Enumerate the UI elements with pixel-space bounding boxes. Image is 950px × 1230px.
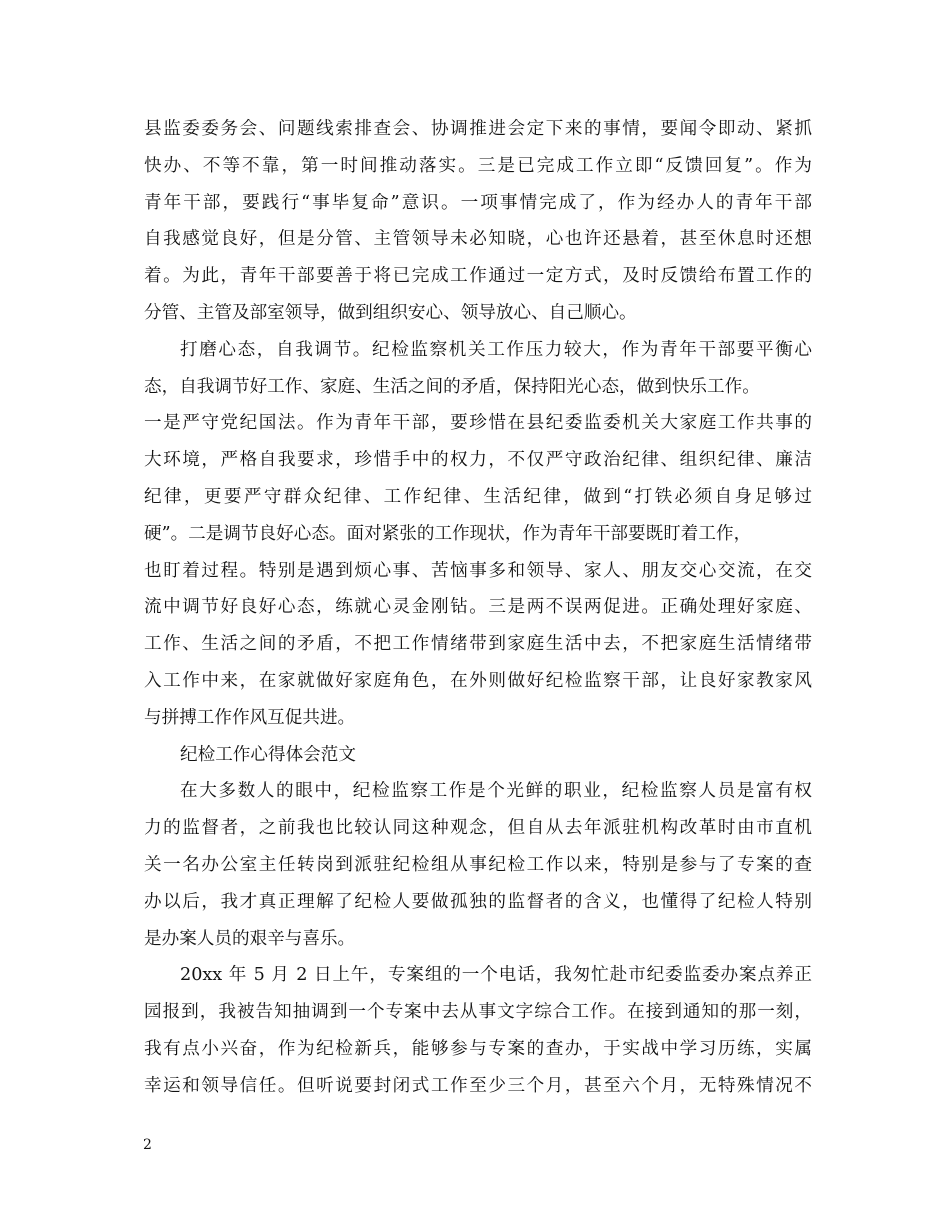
text-line: 办以后，我才真正理解了纪检人要做孤独的监督者的含义，也懂得了纪检人特别 (144, 891, 812, 912)
text-line: 纪检工作心得体会范文 (180, 744, 356, 765)
text-line: 也盯着过程。特别是遇到烦心事、苦恼事多和领导、家人、朋友交心交流，在交 (144, 560, 812, 581)
text-line: 力的监督者，之前我也比较认同这种观念，但自从去年派驻机构改革时由市直机 (144, 818, 812, 839)
text-line: 我有点小兴奋，作为纪检新兵，能够参与专案的查办，于实战中学习历练，实属 (144, 1038, 812, 1059)
page-number: 2 (143, 1137, 152, 1153)
text-line: 分管、主管及部室领导，做到组织安心、领导放心、自己顺心。 (144, 302, 637, 323)
text-line: 关一名办公室主任转岗到派驻纪检组从事纪检工作以来，特别是参与了专案的查 (144, 854, 812, 875)
text-line: 大环境，严格自我要求，珍惜手中的权力，不仅严守政治纪律、组织纪律、廉洁 (144, 450, 812, 471)
text-line: 一是严守党纪国法。作为青年干部，要珍惜在县纪委监委机关大家庭工作共事的 (144, 413, 812, 434)
text-line: 入工作中来，在家就做好家庭角色，在外则做好纪检监察干部，让良好家教家风 (144, 670, 812, 691)
text-line: 园报到，我被告知抽调到一个专案中去从事文字综合工作。在接到通知的那一刻， (144, 1002, 812, 1023)
document-body (144, 111, 812, 1105)
text-line: 县监委委务会、问题线索排查会、协调推进会定下来的事情，要闻令即动、紧抓 (144, 119, 812, 139)
text-line: 快办、不等不靠，第一时间推动落实。三是已完成工作立即“反馈回复”。作为 (144, 155, 812, 176)
text-line: 工作、生活之间的矛盾，不把工作情绪带到家庭生活中去，不把家庭生活情绪带 (144, 634, 812, 655)
text-line: 20xx 年 5 月 2 日上午，专案组的一个电话，我匆忙赴市纪委监委办案点养正 (180, 965, 812, 986)
text-line: 纪律，更要严守群众纪律、工作纪律、生活纪律，做到“打铁必须自身足够过 (144, 486, 812, 507)
text-line: 硬”。二是调节良好心态。面对紧张的工作现状，作为青年干部要既盯着工作， (144, 523, 752, 544)
text-line: 态，自我调节好工作、家庭、生活之间的矛盾，保持阳光心态，做到快乐工作。 (144, 376, 760, 397)
text-line: 打磨心态，自我调节。纪检监察机关工作压力较大，作为青年干部要平衡心 (180, 339, 812, 360)
text-line: 自我感觉良好，但是分管、主管领导未必知晓，心也许还悬着，甚至休息时还想 (144, 229, 812, 250)
text-line: 是办案人员的艰辛与喜乐。 (144, 928, 356, 949)
text-line: 幸运和领导信任。但听说要封闭式工作至少三个月，甚至六个月，无特殊情况不 (144, 1075, 812, 1096)
text-line: 与拼搏工作作风互促共进。 (144, 707, 356, 728)
text-line: 着。为此，青年干部要善于将已完成工作通过一定方式，及时反馈给布置工作的 (144, 266, 812, 287)
text-line: 青年干部，要践行“事毕复命”意识。一项事情完成了，作为经办人的青年干部 (144, 192, 812, 213)
text-line: 在大多数人的眼中，纪检监察工作是个光鲜的职业，纪检监察人员是富有权 (180, 781, 812, 802)
text-line: 流中调节好良好心态，练就心灵金刚钻。三是两不误两促进。正确处理好家庭、 (144, 597, 812, 618)
